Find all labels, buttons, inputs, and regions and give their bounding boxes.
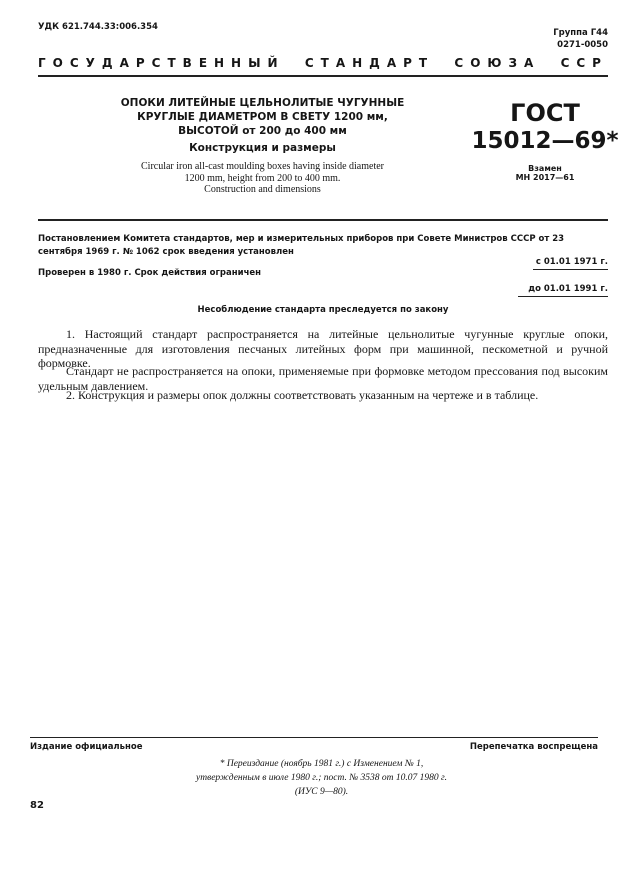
checked-note: Проверен в 1980 г. Срок действия ограничен <box>38 268 262 278</box>
title-en-line: Circular iron all-cast moulding boxes having inside diameter <box>141 161 384 172</box>
banner-word: ГОСУДАРСТВЕННЫЙ <box>38 56 285 70</box>
banner-word: ССР <box>560 56 608 70</box>
title-en-line: Construction and dimensions <box>204 184 321 195</box>
paragraph-2: Стандарт не распространяется на опоки, применяемые при формовке методом прессования под высоким удельным давлением. <box>38 364 608 393</box>
decree-text: Постановлением Комитета стандартов, мер и измерительных приборов при Совете Министров СССР от 23 сентября 1969 г. № 1062 срок введения установлен <box>38 234 565 257</box>
banner-word: СОЮЗА <box>454 56 541 70</box>
official-edition-label: Издание официальное <box>30 742 143 752</box>
page-number: 82 <box>30 800 44 811</box>
gost-block <box>470 100 620 182</box>
title-en <box>100 161 425 196</box>
paragraph-1: 1. Настоящий стандарт распространяется на литейные цельнолитые чугунные круглые опоки, предназначенные для изготовления песчаных литейных форм при машинной, пескометной и ручной формовке. <box>38 327 608 370</box>
gost-label: ГОСТ <box>510 99 580 127</box>
footnote-line: * Переиздание (ноябрь 1981 г.) с Изменением № 1, <box>219 759 424 769</box>
banner-word: СТАНДАРТ <box>304 56 435 70</box>
group-code <box>553 27 608 51</box>
title-line: ВЫСОТОЙ от 200 до 400 мм <box>178 125 347 137</box>
validity-date: до 01.01 1991 г. <box>528 284 608 294</box>
footnote-line: (ИУС 9—80). <box>294 787 349 797</box>
title-line: ОПОКИ ЛИТЕЙНЫЕ ЦЕЛЬНОЛИТЫЕ ЧУГУННЫЕ <box>120 97 405 109</box>
state-standard-banner <box>38 56 608 72</box>
okp-code: 0271-0050 <box>557 40 608 50</box>
footnote <box>0 757 643 799</box>
reprint-prohibited-label: Перепечатка воспрещена <box>469 742 598 752</box>
subtitle-ru: Конструкция и размеры <box>189 142 336 154</box>
section-rule <box>38 219 608 221</box>
group-label: Группа Г44 <box>553 28 608 38</box>
title-block <box>100 96 425 196</box>
replaces-value: МН 2017—61 <box>515 173 575 182</box>
udk-code: УДК 621.744.33:006.354 <box>38 22 158 32</box>
introduction-date-rule <box>533 269 608 270</box>
validity-date-rule <box>518 296 608 297</box>
paragraph-3: 2. Конструкция и размеры опок должны соответствовать указанным на чертеже и в таблице. <box>66 388 539 402</box>
title-line: КРУГЛЫЕ ДИАМЕТРОМ В СВЕТУ 1200 мм, <box>137 111 388 123</box>
introduction-date: с 01.01 1971 г. <box>535 257 608 267</box>
gost-number: 15012—69* <box>471 128 619 154</box>
header-rule <box>38 75 608 77</box>
title-en-line: 1200 mm, height from 200 to 400 mm. <box>184 172 341 184</box>
footer-rule <box>30 737 598 738</box>
law-notice: Несоблюдение стандарта преследуется по закону <box>197 305 449 315</box>
title-ru <box>100 96 425 138</box>
footnote-line: утвержденным в июле 1980 г.; пост. № 3538 от 10.07 1980 г. <box>196 773 447 783</box>
replaces-label: Взамен <box>528 164 562 173</box>
